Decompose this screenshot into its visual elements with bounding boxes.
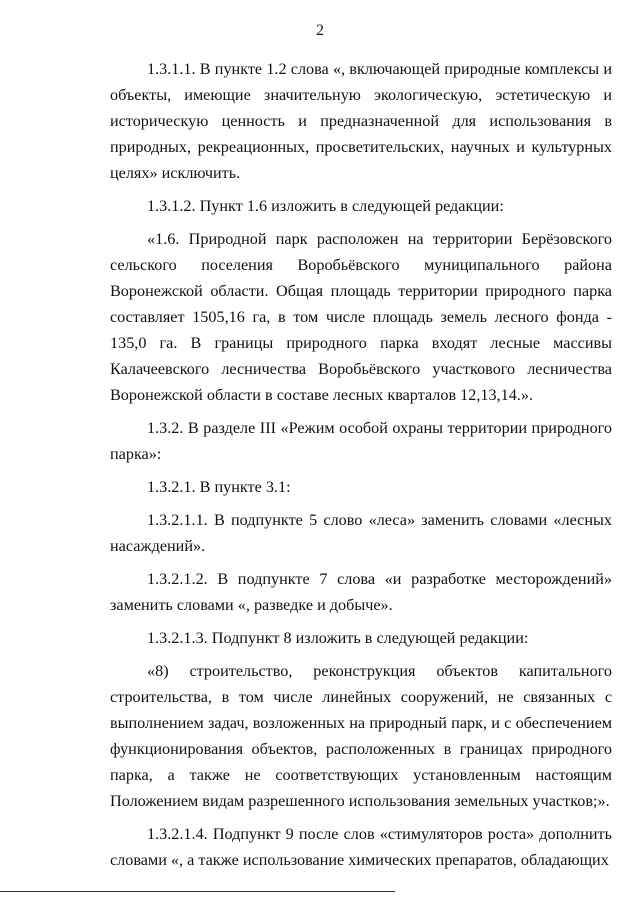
paragraph-1-3-2-1-3: 1.3.2.1.3. Подпункт 8 изложить в следующей редакции: xyxy=(147,629,529,647)
paragraph-1-3-1-2: 1.3.1.2. Пункт 1.6 изложить в следующей редакции: xyxy=(147,197,504,215)
paragraph-1-3-2-1-2: 1.3.2.1.2. В подпункте 7 слова «и разработке месторождений» заменить словами «, разведке и добыче». xyxy=(110,570,612,614)
paragraph-1-3-2-1-4: 1.3.2.1.4. Подпункт 9 после слов «стимуляторов роста» дополнить словами «, а также использование химических препаратов, обладающих xyxy=(110,825,612,869)
paragraph-1-3-2-1-1: 1.3.2.1.1. В подпункте 5 слово «леса» заменить словами «лесных насаждений». xyxy=(110,511,612,555)
paragraph-1-3-1-1: 1.3.1.1. В пункте 1.2 слова «, включающей природные комплексы и объекты, имеющие значительную экологическую, эстетическую и историческую ценность и предназначенной для использования в природных, рекреационных, просветительских, научных и культурных целях» исключить. xyxy=(110,60,612,182)
paragraph-quote-8: «8) строительство, реконструкция объектов капитального строительства, в том числе линейных сооружений, не связанных с выполнением задач, возложенных на природный парк, и с обеспечением функционирования объектов, расположенных в границах природного парка, а также не соответствующих установленным настоящим Положением видам разрешенного использования земельных участков;». xyxy=(110,662,612,810)
paragraph-quote-1-6: «1.6. Природной парк расположен на территории Берёзовского сельского поселения Воробьёвского муниципального района Воронежской области. Общая площадь территории природного парка составляет 1505,16 га, в том числе площадь земель лесного фонда - 135,0 га. В границы природного парка входят лесные массивы Калачеевского лесничества Воробьёвского участкового лесничества Воронежской области в составе лесных кварталов 12,13,14.». xyxy=(110,230,612,404)
page-number: 2 xyxy=(316,22,324,39)
paragraph-1-3-2: 1.3.2. В разделе III «Режим особой охраны территории природного парка»: xyxy=(110,419,612,463)
paragraph-1-3-2-1: 1.3.2.1. В пункте 3.1: xyxy=(147,478,291,496)
document-body xyxy=(110,56,612,880)
page-bottom-rule xyxy=(0,891,395,892)
